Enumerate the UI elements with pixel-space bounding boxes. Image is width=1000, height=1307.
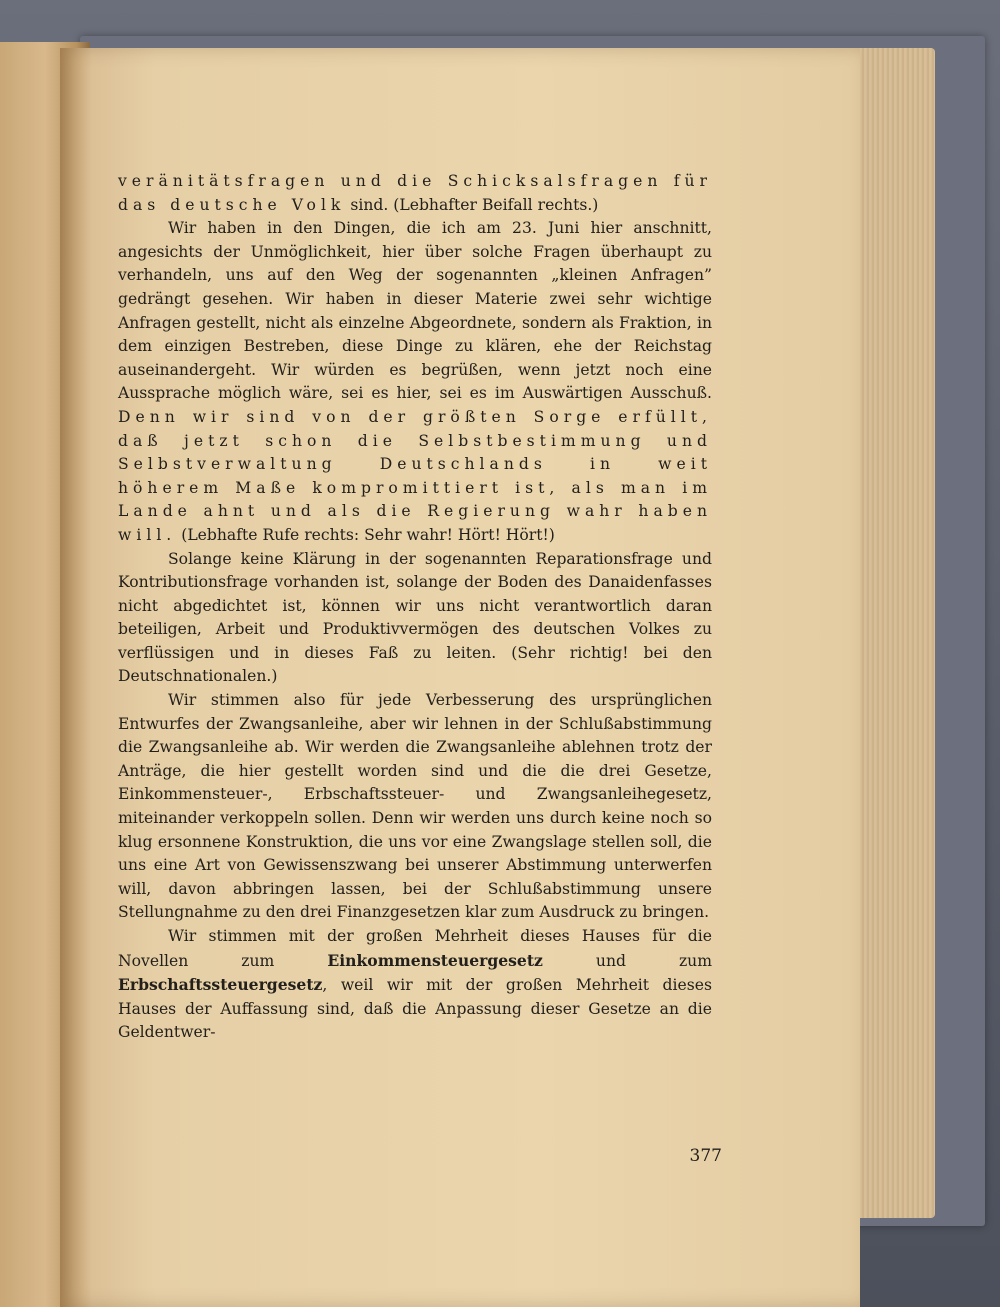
text-span: und zum bbox=[542, 951, 713, 970]
paragraph-5 bbox=[118, 925, 712, 1045]
body-text bbox=[118, 170, 712, 1045]
spaced-text: Denn wir sind von der größten Sorge erfüllt, daß jetzt schon die Selbstbestimmung und Selbstverwaltung Deutschlands in weit höherem Maße kompromittiert ist, als man im Lande ahnt und als die Regierung wahr haben will. bbox=[118, 407, 712, 544]
page-number: 377 bbox=[689, 1146, 722, 1166]
text-span: Solange keine Klärung in der sogenannten Reparationsfrage und Kontributionsfrage vorhanden ist, solange der Boden des Danaidenfasses nicht abgedichtet ist, können wir uns nicht verantwortlich daran beteiligen, Arbeit und Produktivvermögen des deutschen Volkes zu verflüssigen und in dieses Faß zu leiten. (Sehr richtig! bei den Deutschnationalen.) bbox=[118, 549, 712, 686]
text-span: Wir haben in den Dingen, die ich am 23. Juni hier anschnitt, angesichts der Unmöglichkeit, hier über solche Fragen überhaupt zu verhandeln, uns auf den Weg der sogenannten „kleinen Anfragen” gedrängt gesehen. Wir haben in dieser Materie zwei sehr wichtige Anfragen gestellt, nicht als einzelne Abgeordnete, sondern als Fraktion, in dem einzigen Bestreben, diese Dinge zu klären, ehe der Reichstag auseinandergeht. Wir würden es begrüßen, wenn jetzt noch eine Aussprache möglich wäre, sei es hier, sei es im Auswärtigen Ausschuß. bbox=[118, 219, 712, 403]
bold-text: Erbschaftssteuergesetz bbox=[118, 975, 323, 995]
text-span: sind. (Lebhafter Beifall rechts.) bbox=[345, 195, 599, 214]
text-span: Wir stimmen also für jede Verbesserung des ursprünglichen Entwurfes der Zwangsanleihe, aber wir lehnen in der Schlußabstimmung die Zwangsanleihe ab. Wir werden die Zwangsanleihe ablehnen trotz der Anträge, die hier gestellt worden sind und die die drei Gesetze, Einkommensteuer-, Erbschaftssteuer- und Zwangsanleihegesetz, miteinander verkoppeln sollen. Denn wir werden uns durch keine noch so klug ersonnene Konstruktion, die uns vor eine Zwangslage stellen soll, die uns eine Art von Gewissenszwang bei unserer Abstimmung unterwerfen will, davon abbringen lassen, bei der Schlußabstimmung unsere Stellungnahme zu den drei Finanzgesetzen klar zum Ausdruck zu bringen. bbox=[118, 691, 712, 922]
text-span: , weil wir mit der großen Mehrheit dieses Hauses der Auffassung sind, daß die Anpassung dieser Gesetze an die Geldentwer- bbox=[118, 976, 712, 1042]
paragraph-1 bbox=[118, 170, 712, 217]
paragraph-4 bbox=[118, 689, 712, 925]
page-edges bbox=[855, 48, 935, 1218]
paragraph-3 bbox=[118, 548, 712, 690]
text-span: (Lebhafte Rufe rechts: Sehr wahr! Hört! Hört!) bbox=[176, 525, 555, 544]
text-span: Wir stimmen mit der großen Mehrheit dieses Hauses für die Novellen zum bbox=[118, 927, 712, 970]
paragraph-2 bbox=[118, 217, 712, 547]
bold-text: Einkommensteuergesetz bbox=[327, 950, 543, 970]
spaced-text: veränitätsfragen und die Schicksalsfragen für das deutsche Volk bbox=[118, 172, 712, 214]
